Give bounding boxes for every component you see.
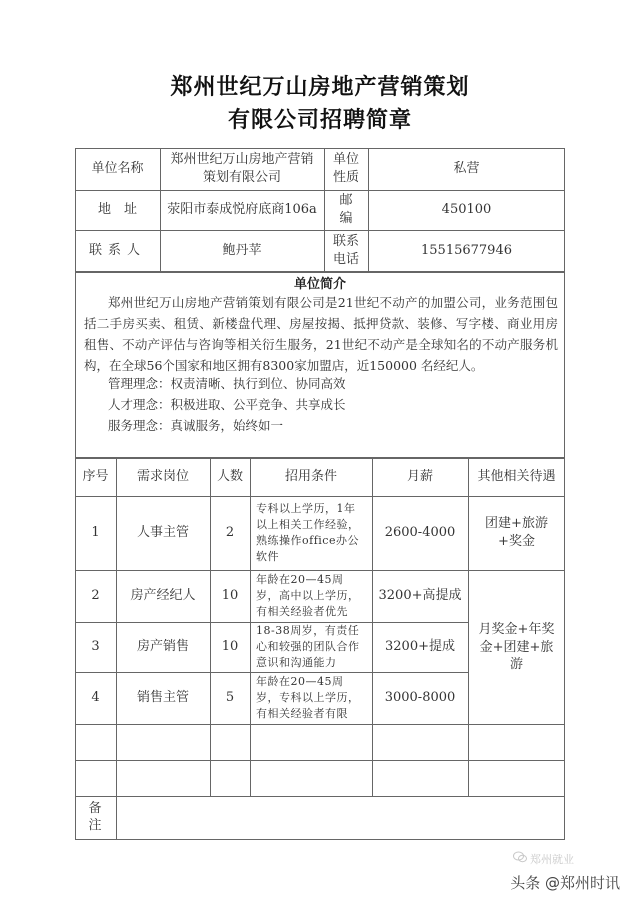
table-row-salary: 3000-8000 — [384, 690, 456, 706]
page-title-line1: 郑州世纪万山房地产营销策划 — [170, 74, 470, 100]
management-idea: 管理理念：权责清晰、执行到位、协同高效 — [108, 376, 346, 391]
table-row-position: 房产经纪人 — [130, 588, 196, 604]
contact-value: 鲍丹苹 — [222, 243, 262, 259]
footer-source: 头条 @郑州时讯 — [510, 874, 620, 892]
phone-label: 联系电话 — [332, 234, 359, 267]
table-row-salary: 3200+提成 — [385, 639, 455, 655]
table-row-position: 房产销售 — [136, 639, 189, 655]
talent-idea: 人才理念：积极进取、公平竞争、共享成长 — [108, 397, 346, 412]
table-row-salary: 3200+高提成 — [378, 588, 462, 604]
benefits-row1: 团建+旅游+奖金 — [485, 516, 548, 549]
table-row-no: 1 — [91, 525, 100, 541]
table-row-count: 5 — [225, 690, 235, 706]
table-row-requirements: 年龄在20—45周岁，专科以上学历，有相关经验者有限 — [256, 675, 360, 720]
col-header-count: 人数 — [216, 469, 243, 485]
table-row-count: 10 — [221, 588, 239, 604]
col-header-benefits: 其他相关待遇 — [477, 469, 556, 485]
intro-body: 郑州世纪万山房地产营销策划有限公司是21世纪不动产的加盟公司，业务范围包括二手房买卖、租赁、新楼盘代理、房屋按揭、抵押贷款、装修、写字楼、商业用房租售、不动产评估与咨询等相关衍生服务，21世纪不动产是全球知名的不动产服务机构，在全球56个国家和地区拥有8300家加盟店，近150000 名经纪人。 — [84, 295, 558, 373]
table-row-no: 4 — [91, 690, 100, 706]
unit-name-value: 郑州世纪万山房地产营销策划有限公司 — [170, 152, 314, 185]
phone-value: 15515677946 — [421, 243, 512, 259]
watermark: 郑州就业 — [530, 853, 574, 866]
table-row-no: 2 — [91, 588, 100, 604]
table-row-salary: 2600-4000 — [384, 525, 456, 541]
remarks-label: 备注 — [88, 801, 102, 833]
contact-label: 联系人 — [88, 243, 146, 259]
table-row-count: 10 — [221, 639, 239, 655]
address-label: 地 址 — [97, 202, 137, 218]
table-row-requirements: 18-38周岁，有责任心和较强的团队合作意识和沟通能力 — [256, 624, 360, 669]
table-row-requirements: 专科以上学历，1年以上相关工作经验，熟练操作office办公软件 — [256, 502, 360, 563]
service-idea: 服务理念：真诚服务，始终如一 — [108, 418, 284, 433]
table-row-no: 3 — [91, 639, 100, 655]
address-value: 荥阳市泰成悦府底商106a — [167, 202, 317, 218]
page-title-line2: 有限公司招聘简章 — [227, 107, 412, 133]
unit-name-label: 单位名称 — [91, 161, 144, 177]
col-header-salary: 月薪 — [406, 469, 433, 485]
table-row-position: 销售主管 — [136, 690, 189, 706]
unit-type-label: 单位性质 — [332, 152, 359, 185]
col-header-no: 序号 — [82, 469, 109, 485]
wechat-icon — [513, 851, 527, 863]
table-row-position: 人事主管 — [136, 525, 189, 541]
postcode-label: 邮编 — [339, 193, 353, 226]
table-row-count: 2 — [225, 525, 235, 541]
table-row-requirements: 年龄在20—45周岁，高中以上学历，有相关经验者优先 — [256, 573, 360, 618]
benefits-rows2-4: 月奖金+年奖金+团建+旅游 — [478, 622, 555, 673]
intro-title: 单位简介 — [293, 277, 346, 292]
postcode-value: 450100 — [441, 202, 492, 218]
col-header-requirements: 招用条件 — [284, 469, 337, 485]
col-header-position: 需求岗位 — [136, 469, 189, 485]
unit-type-value: 私营 — [453, 161, 480, 177]
